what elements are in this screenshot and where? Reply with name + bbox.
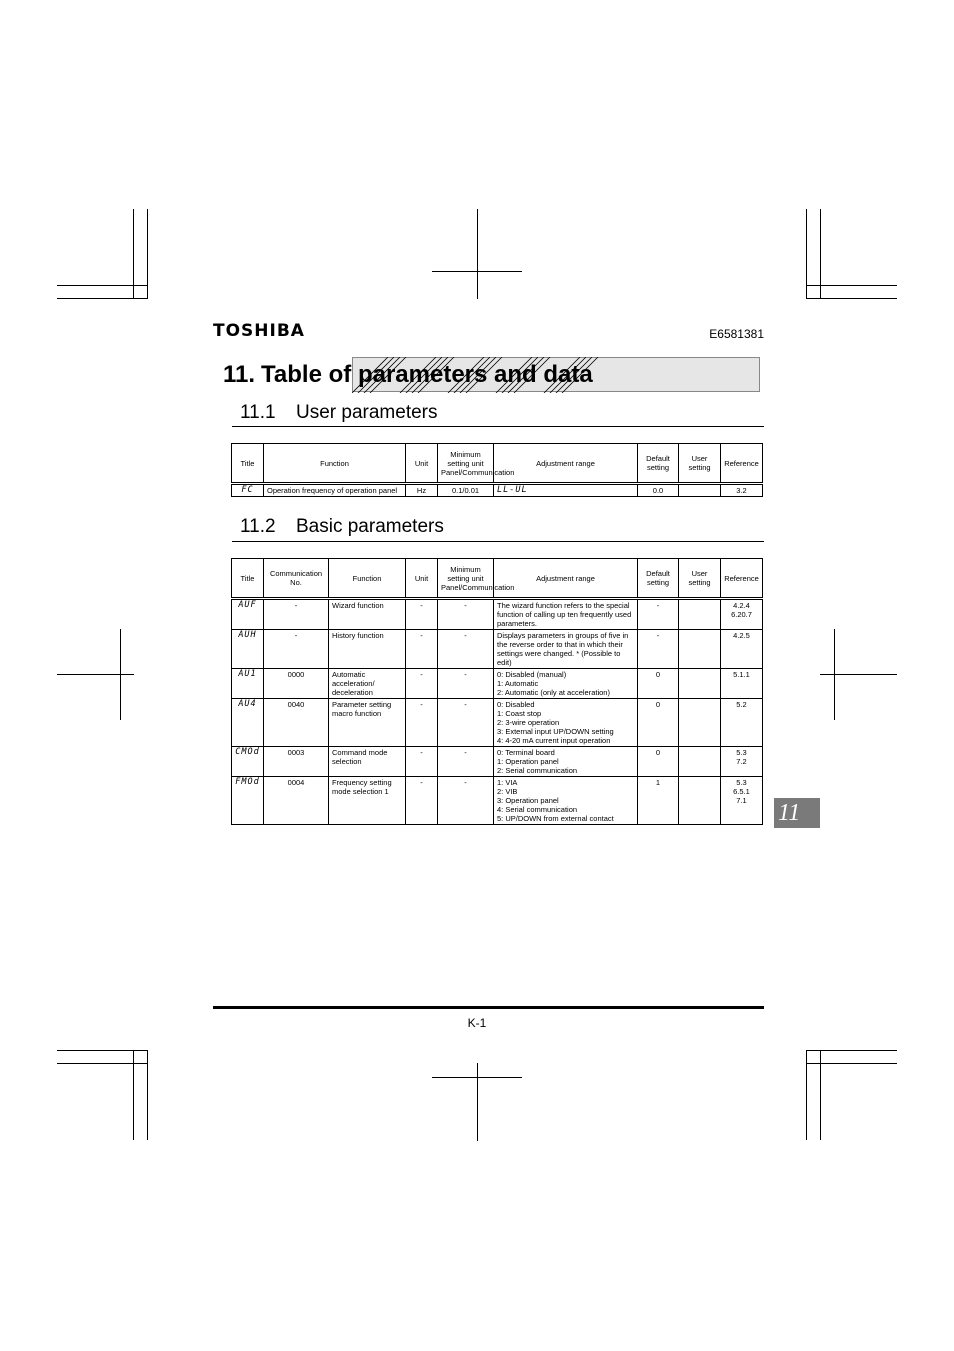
basic-parameters-table: [231, 558, 763, 825]
parameter-function: Command mode selection: [329, 747, 406, 777]
parameter-function: Automatic acceleration/ deceleration: [329, 669, 406, 699]
table-header-row: [232, 444, 763, 484]
parameter-default: 0: [638, 747, 679, 777]
table-row: [232, 669, 763, 699]
parameter-reference: 5.1.1: [721, 669, 763, 699]
crop-mark: [806, 1063, 897, 1064]
parameter-reference: 4.2.5: [721, 630, 763, 669]
parameter-default: 0: [638, 699, 679, 747]
parameter-reference: 5.2: [721, 699, 763, 747]
column-header: Unit: [406, 444, 438, 484]
table-row: [232, 699, 763, 747]
parameter-default: -: [638, 599, 679, 630]
section-number: 11.2: [240, 516, 276, 537]
parameter-function: Operation frequency of operation panel: [264, 484, 406, 497]
section-title: User parameters: [296, 402, 438, 423]
chapter-number: 11.: [223, 361, 256, 388]
column-header: Adjustment range: [494, 559, 638, 599]
table-header-row: [232, 559, 763, 599]
crop-mark: [147, 1050, 148, 1140]
section-rule: [232, 541, 764, 542]
crop-mark: [806, 298, 897, 299]
table-row: [232, 747, 763, 777]
section-number: 11.1: [240, 402, 276, 423]
parameter-range: The wizard function refers to the special function of calling up ten frequently used parameters.: [494, 599, 638, 630]
column-header: Function: [264, 444, 406, 484]
document-number: E6581381: [709, 327, 764, 341]
section-heading: [240, 516, 444, 538]
parameter-min-unit: -: [438, 669, 494, 699]
parameter-user-setting: [679, 777, 721, 825]
parameter-min-unit: -: [438, 777, 494, 825]
parameter-min-unit: -: [438, 699, 494, 747]
section-rule: [232, 426, 764, 427]
table-row: [232, 599, 763, 630]
parameter-unit: -: [406, 669, 438, 699]
registration-mark: [432, 271, 522, 272]
registration-mark: [432, 1077, 522, 1078]
parameter-title: FMOd: [232, 777, 264, 825]
column-header: Title: [232, 444, 264, 484]
parameter-default: 1: [638, 777, 679, 825]
parameter-min-unit: 0.1/0.01: [438, 484, 494, 497]
parameter-range: LL-UL: [494, 484, 638, 497]
parameter-range: 0: Terminal board 1: Operation panel 2: Serial communication: [494, 747, 638, 777]
parameter-range: 0: Disabled (manual) 1: Automatic 2: Automatic (only at acceleration): [494, 669, 638, 699]
parameter-unit: -: [406, 630, 438, 669]
parameter-default: -: [638, 630, 679, 669]
registration-mark: [477, 1063, 478, 1141]
parameter-title: AUF: [232, 599, 264, 630]
table-row: [232, 777, 763, 825]
parameter-user-setting: [679, 484, 721, 497]
column-header: Reference: [721, 559, 763, 599]
crop-mark: [147, 209, 148, 299]
parameter-range: Displays parameters in groups of five in the reverse order to that in which their settings were changed. * (Possible to edit): [494, 630, 638, 669]
column-header: Minimum setting unit Panel/Communication: [438, 559, 494, 599]
parameter-reference: 5.3 6.5.1 7.1: [721, 777, 763, 825]
parameter-title: AUH: [232, 630, 264, 669]
registration-mark: [57, 674, 134, 675]
column-header: User setting: [679, 559, 721, 599]
column-header: Adjustment range: [494, 444, 638, 484]
crop-mark: [57, 1050, 147, 1051]
column-header: Unit: [406, 559, 438, 599]
parameter-default: 0: [638, 669, 679, 699]
column-header: Title: [232, 559, 264, 599]
registration-mark: [477, 209, 478, 299]
footer-rule: [213, 1006, 764, 1009]
parameter-user-setting: [679, 747, 721, 777]
table-row: [232, 484, 763, 497]
parameter-range: 1: VIA 2: VIB 3: Operation panel 4: Serial communication 5: UP/DOWN from external contact: [494, 777, 638, 825]
parameter-unit: -: [406, 699, 438, 747]
chapter-tab-marker: 11: [774, 798, 820, 828]
column-header: Minimum setting unit Panel/Communication: [438, 444, 494, 484]
column-header: Function: [329, 559, 406, 599]
parameter-user-setting: [679, 599, 721, 630]
crop-mark: [57, 298, 147, 299]
chapter-title-text: Table of parameters and data: [261, 361, 593, 388]
communication-number: 0040: [264, 699, 329, 747]
section-heading: [240, 402, 438, 424]
crop-mark: [806, 285, 897, 286]
parameter-user-setting: [679, 630, 721, 669]
column-header: Reference: [721, 444, 763, 484]
parameter-min-unit: -: [438, 599, 494, 630]
section-title: Basic parameters: [296, 516, 444, 537]
chapter-title: [223, 361, 593, 389]
parameter-range: 0: Disabled 1: Coast stop 2: 3-wire operation 3: External input UP/DOWN setting 4: 4-20 mA current input operation: [494, 699, 638, 747]
parameter-function: Parameter setting macro function: [329, 699, 406, 747]
table-row: [232, 630, 763, 669]
parameter-function: Wizard function: [329, 599, 406, 630]
crop-mark: [57, 285, 147, 286]
parameter-function: History function: [329, 630, 406, 669]
column-header: User setting: [679, 444, 721, 484]
column-header: Default setting: [638, 559, 679, 599]
parameter-user-setting: [679, 699, 721, 747]
parameter-title: FC: [232, 484, 264, 497]
parameter-reference: 4.2.4 6.20.7: [721, 599, 763, 630]
communication-number: -: [264, 630, 329, 669]
user-parameters-table: [231, 443, 763, 497]
communication-number: -: [264, 599, 329, 630]
crop-mark: [806, 1050, 897, 1051]
registration-mark: [820, 674, 897, 675]
parameter-reference: 3.2: [721, 484, 763, 497]
column-header: Communication No.: [264, 559, 329, 599]
column-header: Default setting: [638, 444, 679, 484]
parameter-unit: -: [406, 599, 438, 630]
parameter-unit: -: [406, 747, 438, 777]
communication-number: 0000: [264, 669, 329, 699]
communication-number: 0003: [264, 747, 329, 777]
parameter-user-setting: [679, 669, 721, 699]
parameter-unit: Hz: [406, 484, 438, 497]
communication-number: 0004: [264, 777, 329, 825]
page-number: K-1: [467, 1016, 487, 1030]
parameter-title: AU1: [232, 669, 264, 699]
parameter-function: Frequency setting mode selection 1: [329, 777, 406, 825]
parameter-reference: 5.3 7.2: [721, 747, 763, 777]
parameter-default: 0.0: [638, 484, 679, 497]
parameter-min-unit: -: [438, 630, 494, 669]
parameter-title: AU4: [232, 699, 264, 747]
crop-mark: [57, 1063, 147, 1064]
parameter-unit: -: [406, 777, 438, 825]
parameter-min-unit: -: [438, 747, 494, 777]
parameter-title: CMOd: [232, 747, 264, 777]
brand-logo: TOSHIBA: [213, 321, 305, 341]
